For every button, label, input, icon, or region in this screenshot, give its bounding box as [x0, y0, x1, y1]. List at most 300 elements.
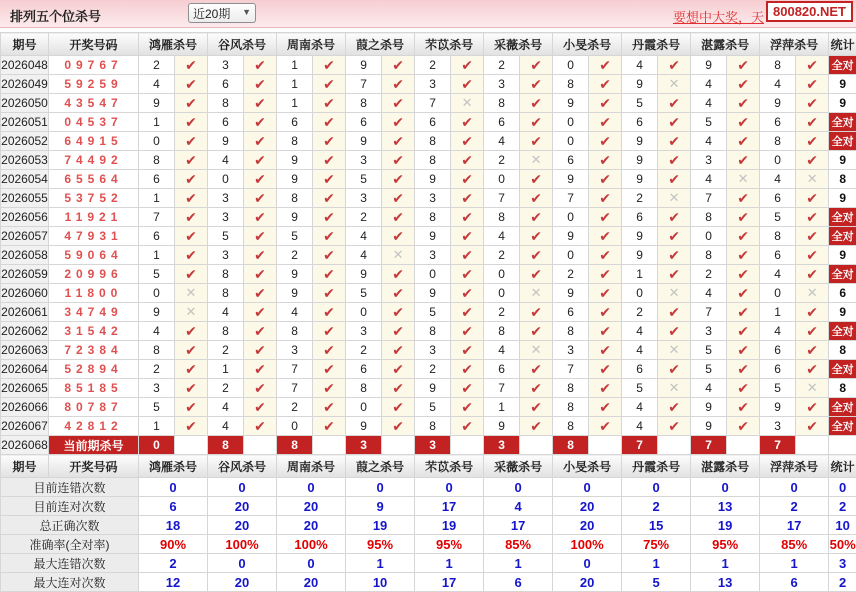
footer-value: 0 [553, 478, 622, 497]
current-kill-blank [244, 436, 277, 455]
kill-number: 8 [760, 56, 796, 75]
footer-value: 90% [139, 535, 208, 554]
check-icon: ✔ [658, 170, 691, 189]
stat-all-correct-badge: 全对 [829, 132, 856, 151]
period-cell: 2026051 [1, 113, 49, 132]
topbar [0, 0, 856, 28]
check-icon: ✔ [382, 322, 415, 341]
kill-number: 6 [139, 170, 175, 189]
check-icon: ✔ [175, 246, 208, 265]
stat-all-correct-badge: 全对 [829, 398, 856, 417]
check-icon: ✔ [658, 132, 691, 151]
check-icon: ✔ [520, 265, 553, 284]
check-icon: ✔ [451, 208, 484, 227]
check-icon: ✔ [175, 360, 208, 379]
check-icon: ✔ [589, 246, 622, 265]
kill-number: 6 [208, 113, 244, 132]
kill-number: 9 [208, 132, 244, 151]
check-icon: ✔ [658, 227, 691, 246]
kill-number: 0 [484, 265, 520, 284]
draw-numbers: 59259 [49, 75, 139, 94]
footer-value: 20 [208, 516, 277, 535]
expert-header-10: 浮萍杀号 [760, 455, 829, 478]
table-row [1, 284, 856, 303]
check-icon: ✔ [520, 360, 553, 379]
kill-number: 6 [553, 151, 589, 170]
period-cell: 2026061 [1, 303, 49, 322]
kill-number: 8 [139, 341, 175, 360]
check-icon: ✔ [382, 284, 415, 303]
check-icon: ✔ [727, 265, 760, 284]
check-icon: ✔ [175, 341, 208, 360]
kill-number: 8 [208, 284, 244, 303]
kill-number: 9 [346, 417, 382, 436]
check-icon: ✔ [382, 398, 415, 417]
kill-number: 5 [139, 265, 175, 284]
kill-number: 1 [139, 113, 175, 132]
kill-number: 1 [277, 75, 313, 94]
check-icon: ✔ [244, 303, 277, 322]
footer-value: 85% [484, 535, 553, 554]
kill-number-table [0, 32, 856, 592]
check-icon: ✔ [175, 322, 208, 341]
check-icon: ✔ [796, 151, 829, 170]
cross-icon: ✕ [520, 284, 553, 303]
footer-value: 17 [415, 573, 484, 592]
kill-number: 0 [553, 208, 589, 227]
current-period-row [1, 436, 856, 455]
kill-number: 6 [760, 189, 796, 208]
draw-numbers: 04537 [49, 113, 139, 132]
footer-value: 85% [760, 535, 829, 554]
table-row [1, 170, 856, 189]
check-icon: ✔ [313, 398, 346, 417]
draw-numbers: 59064 [49, 246, 139, 265]
kill-number: 1 [139, 417, 175, 436]
kill-number: 1 [208, 360, 244, 379]
period-cell: 2026066 [1, 398, 49, 417]
footer-stat-value: 2 [829, 573, 856, 592]
check-icon: ✔ [313, 417, 346, 436]
footer-value: 19 [415, 516, 484, 535]
kill-number: 2 [139, 360, 175, 379]
numbers-header: 开奖号码 [49, 455, 139, 478]
check-icon: ✔ [589, 170, 622, 189]
footer-value: 0 [553, 554, 622, 573]
check-icon: ✔ [244, 189, 277, 208]
check-icon: ✔ [520, 379, 553, 398]
kill-number: 0 [553, 113, 589, 132]
kill-number: 9 [277, 284, 313, 303]
kill-number: 6 [553, 303, 589, 322]
check-icon: ✔ [244, 56, 277, 75]
footer-value: 5 [622, 573, 691, 592]
check-icon: ✔ [451, 417, 484, 436]
kill-number: 8 [553, 75, 589, 94]
check-icon: ✔ [313, 56, 346, 75]
kill-number: 2 [415, 360, 451, 379]
stat-all-correct-badge: 全对 [829, 322, 856, 341]
period-cell: 2026049 [1, 75, 49, 94]
kill-number: 4 [760, 265, 796, 284]
check-icon: ✔ [796, 56, 829, 75]
kill-number: 3 [139, 379, 175, 398]
check-icon: ✔ [520, 303, 553, 322]
table-row [1, 322, 856, 341]
check-icon: ✔ [796, 265, 829, 284]
current-kill-blank [796, 436, 829, 455]
footer-value: 10 [346, 573, 415, 592]
check-icon: ✔ [727, 227, 760, 246]
check-icon: ✔ [589, 398, 622, 417]
footer-row [1, 535, 856, 554]
check-icon: ✔ [313, 360, 346, 379]
period-cell: 2026064 [1, 360, 49, 379]
check-icon: ✔ [796, 303, 829, 322]
check-icon: ✔ [244, 170, 277, 189]
check-icon: ✔ [589, 341, 622, 360]
kill-number: 4 [484, 341, 520, 360]
expert-header-8: 丹霞杀号 [622, 33, 691, 56]
kill-number: 4 [139, 322, 175, 341]
kill-number: 7 [484, 379, 520, 398]
expert-header-1: 鸿雁杀号 [139, 33, 208, 56]
check-icon: ✔ [382, 75, 415, 94]
kill-number: 3 [553, 341, 589, 360]
table-row [1, 303, 856, 322]
kill-number: 7 [346, 75, 382, 94]
check-icon: ✔ [589, 56, 622, 75]
kill-number: 1 [622, 265, 658, 284]
period-header: 期号 [1, 455, 49, 478]
check-icon: ✔ [382, 303, 415, 322]
promo-link[interactable]: 要想中大奖，天 [673, 7, 764, 26]
kill-number: 3 [691, 322, 727, 341]
kill-number: 6 [484, 360, 520, 379]
kill-number: 9 [139, 94, 175, 113]
check-icon: ✔ [796, 227, 829, 246]
kill-number: 9 [622, 75, 658, 94]
cross-icon: ✕ [520, 341, 553, 360]
kill-number: 7 [691, 189, 727, 208]
check-icon: ✔ [382, 151, 415, 170]
check-icon: ✔ [451, 284, 484, 303]
kill-number: 3 [277, 341, 313, 360]
kill-number: 4 [691, 170, 727, 189]
kill-number: 4 [622, 56, 658, 75]
stat-header: 统计 [829, 455, 856, 478]
table-row [1, 94, 856, 113]
footer-value: 95% [415, 535, 484, 554]
current-stat-blank [829, 436, 856, 455]
check-icon: ✔ [727, 398, 760, 417]
check-icon: ✔ [727, 132, 760, 151]
footer-value: 0 [277, 554, 346, 573]
footer-value: 95% [691, 535, 760, 554]
kill-number: 9 [622, 151, 658, 170]
kill-number: 3 [691, 151, 727, 170]
check-icon: ✔ [520, 417, 553, 436]
check-icon: ✔ [175, 151, 208, 170]
check-icon: ✔ [451, 322, 484, 341]
current-kill-blank [589, 436, 622, 455]
footer-value: 20 [277, 516, 346, 535]
check-icon: ✔ [244, 398, 277, 417]
stat-all-correct-badge: 全对 [829, 417, 856, 436]
check-icon: ✔ [589, 360, 622, 379]
kill-number: 7 [139, 208, 175, 227]
check-icon: ✔ [175, 113, 208, 132]
check-icon: ✔ [175, 265, 208, 284]
check-icon: ✔ [796, 246, 829, 265]
check-icon: ✔ [658, 360, 691, 379]
check-icon: ✔ [313, 170, 346, 189]
site-badge[interactable]: 800820.NET [766, 1, 853, 22]
check-icon: ✔ [244, 132, 277, 151]
draw-numbers: 85185 [49, 379, 139, 398]
stat-all-correct-badge: 全对 [829, 113, 856, 132]
expert-header-6: 采薇杀号 [484, 455, 553, 478]
kill-number: 5 [760, 208, 796, 227]
check-icon: ✔ [382, 94, 415, 113]
kill-number: 3 [346, 189, 382, 208]
check-icon: ✔ [727, 246, 760, 265]
kill-number: 4 [208, 151, 244, 170]
footer-value: 1 [760, 554, 829, 573]
kill-number: 6 [760, 360, 796, 379]
kill-number: 1 [277, 94, 313, 113]
cross-icon: ✕ [727, 170, 760, 189]
draw-numbers: 65564 [49, 170, 139, 189]
stat-cell: 6 [829, 284, 856, 303]
kill-number: 3 [415, 246, 451, 265]
table-row [1, 246, 856, 265]
stat-cell: 9 [829, 151, 856, 170]
current-kill-number: 3 [484, 436, 520, 455]
check-icon: ✔ [244, 341, 277, 360]
check-icon: ✔ [313, 379, 346, 398]
check-icon: ✔ [313, 246, 346, 265]
table-row [1, 113, 856, 132]
check-icon: ✔ [796, 94, 829, 113]
current-period-label: 当前期杀号 [49, 436, 139, 455]
kill-number: 8 [760, 132, 796, 151]
footer-row [1, 573, 856, 592]
kill-number: 6 [277, 113, 313, 132]
check-icon: ✔ [451, 227, 484, 246]
chevron-down-icon: ▼ [242, 7, 251, 17]
footer-stat-value: 10 [829, 516, 856, 535]
draw-numbers: 42812 [49, 417, 139, 436]
check-icon: ✔ [727, 322, 760, 341]
check-icon: ✔ [451, 398, 484, 417]
check-icon: ✔ [589, 94, 622, 113]
check-icon: ✔ [658, 417, 691, 436]
kill-number: 8 [415, 322, 451, 341]
footer-value: 2 [622, 497, 691, 516]
footer-value: 15 [622, 516, 691, 535]
check-icon: ✔ [175, 417, 208, 436]
kill-number: 3 [346, 322, 382, 341]
check-icon: ✔ [244, 322, 277, 341]
kill-number: 0 [139, 132, 175, 151]
draw-numbers: 20996 [49, 265, 139, 284]
table-row [1, 132, 856, 151]
period-cell: 2026050 [1, 94, 49, 113]
kill-number: 7 [553, 189, 589, 208]
current-kill-number: 7 [760, 436, 796, 455]
kill-number: 4 [208, 303, 244, 322]
check-icon: ✔ [175, 227, 208, 246]
check-icon: ✔ [589, 379, 622, 398]
footer-value: 0 [484, 478, 553, 497]
check-icon: ✔ [520, 208, 553, 227]
range-select[interactable] [188, 3, 256, 23]
check-icon: ✔ [175, 170, 208, 189]
check-icon: ✔ [589, 284, 622, 303]
check-icon: ✔ [313, 265, 346, 284]
kill-number: 8 [415, 208, 451, 227]
footer-value: 6 [484, 573, 553, 592]
footer-value: 0 [208, 554, 277, 573]
kill-number: 8 [415, 151, 451, 170]
check-icon: ✔ [382, 379, 415, 398]
current-period-cell: 2026068 [1, 436, 49, 455]
stat-header: 统计 [829, 33, 856, 56]
header-row-1 [1, 33, 856, 56]
stat-cell: 9 [829, 246, 856, 265]
check-icon: ✔ [451, 75, 484, 94]
kill-number: 4 [691, 75, 727, 94]
footer-value: 0 [622, 478, 691, 497]
check-icon: ✔ [520, 189, 553, 208]
stat-cell: 8 [829, 170, 856, 189]
kill-number: 6 [760, 341, 796, 360]
cross-icon: ✕ [658, 189, 691, 208]
kill-number: 0 [553, 246, 589, 265]
cross-icon: ✕ [175, 284, 208, 303]
check-icon: ✔ [796, 75, 829, 94]
kill-number: 9 [691, 417, 727, 436]
footer-value: 20 [208, 497, 277, 516]
check-icon: ✔ [382, 265, 415, 284]
check-icon: ✔ [796, 360, 829, 379]
footer-row [1, 478, 856, 497]
draw-numbers: 43547 [49, 94, 139, 113]
stat-cell: 8 [829, 379, 856, 398]
kill-number: 7 [484, 189, 520, 208]
check-icon: ✔ [382, 417, 415, 436]
kill-number: 8 [277, 132, 313, 151]
footer-value: 1 [415, 554, 484, 573]
check-icon: ✔ [796, 417, 829, 436]
footer-value: 0 [415, 478, 484, 497]
kill-number: 0 [622, 284, 658, 303]
page-title: 排列五个位杀号 [10, 6, 101, 25]
footer-value: 1 [622, 554, 691, 573]
kill-number: 6 [484, 113, 520, 132]
check-icon: ✔ [589, 132, 622, 151]
kill-number: 8 [277, 322, 313, 341]
kill-number: 8 [277, 189, 313, 208]
check-icon: ✔ [658, 113, 691, 132]
check-icon: ✔ [520, 322, 553, 341]
kill-number: 4 [622, 322, 658, 341]
cross-icon: ✕ [658, 341, 691, 360]
draw-numbers: 11800 [49, 284, 139, 303]
stat-all-correct-badge: 全对 [829, 265, 856, 284]
check-icon: ✔ [244, 94, 277, 113]
footer-value: 17 [415, 497, 484, 516]
footer-value: 1 [484, 554, 553, 573]
footer-value: 1 [691, 554, 760, 573]
kill-number: 1 [277, 56, 313, 75]
kill-number: 9 [484, 417, 520, 436]
check-icon: ✔ [244, 208, 277, 227]
check-icon: ✔ [520, 398, 553, 417]
kill-number: 2 [277, 398, 313, 417]
draw-numbers: 53752 [49, 189, 139, 208]
stat-cell: 9 [829, 75, 856, 94]
check-icon: ✔ [382, 170, 415, 189]
check-icon: ✔ [520, 132, 553, 151]
check-icon: ✔ [313, 322, 346, 341]
kill-number: 2 [484, 151, 520, 170]
kill-number: 8 [139, 151, 175, 170]
kill-number: 3 [208, 56, 244, 75]
footer-value: 1 [346, 554, 415, 573]
header-row-2 [1, 455, 856, 478]
kill-number: 3 [208, 246, 244, 265]
check-icon: ✔ [313, 151, 346, 170]
expert-header-7: 小旻杀号 [553, 33, 622, 56]
check-icon: ✔ [727, 303, 760, 322]
kill-number: 0 [691, 227, 727, 246]
check-icon: ✔ [451, 360, 484, 379]
cross-icon: ✕ [175, 303, 208, 322]
kill-number: 2 [622, 189, 658, 208]
kill-number: 4 [139, 75, 175, 94]
kill-number: 2 [346, 341, 382, 360]
expert-header-5: 芣苡杀号 [415, 33, 484, 56]
kill-number: 4 [691, 94, 727, 113]
table-row [1, 75, 856, 94]
check-icon: ✔ [658, 246, 691, 265]
check-icon: ✔ [313, 189, 346, 208]
cross-icon: ✕ [382, 246, 415, 265]
check-icon: ✔ [451, 265, 484, 284]
expert-header-9: 湛露杀号 [691, 33, 760, 56]
kill-number: 7 [277, 360, 313, 379]
kill-number: 2 [622, 303, 658, 322]
check-icon: ✔ [313, 227, 346, 246]
draw-numbers: 72384 [49, 341, 139, 360]
kill-number: 1 [139, 246, 175, 265]
footer-value: 19 [691, 516, 760, 535]
footer-stat-value: 3 [829, 554, 856, 573]
stat-cell: 9 [829, 303, 856, 322]
kill-number: 8 [691, 246, 727, 265]
footer-value: 17 [484, 516, 553, 535]
kill-number: 8 [553, 417, 589, 436]
footer-stat-value: 0 [829, 478, 856, 497]
kill-number: 9 [415, 227, 451, 246]
kill-number: 0 [484, 170, 520, 189]
stat-all-correct-badge: 全对 [829, 208, 856, 227]
check-icon: ✔ [244, 151, 277, 170]
kill-number: 0 [553, 56, 589, 75]
kill-number: 2 [415, 56, 451, 75]
